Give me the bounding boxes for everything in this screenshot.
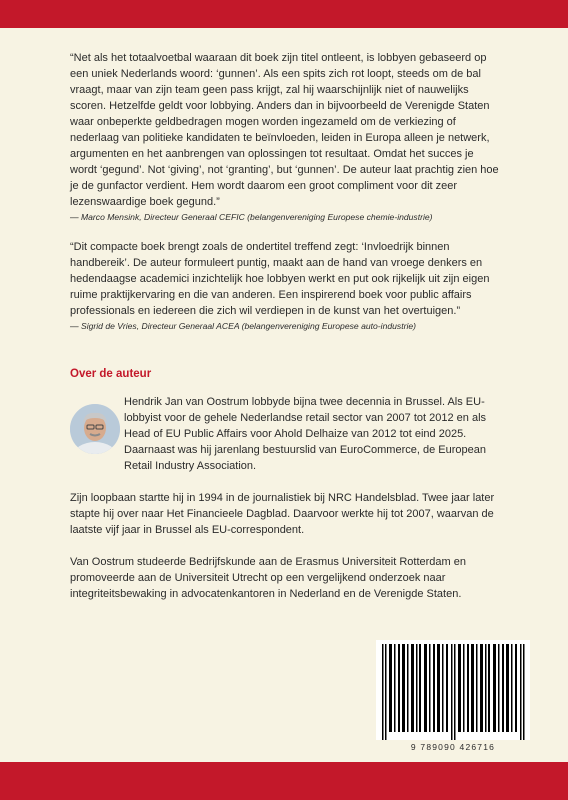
bio-paragraph-3: Van Oostrum studeerde Bedrijfskunde aan de Erasmus Universiteit Rotterdam en promoveerde aan de Universiteit Utrecht op een vergelijkend onderzoek naar integriteitsbewaking in advocatenkantoren in Nederland en de Verenigde Staten. (70, 556, 466, 600)
bio-paragraph-1: Hendrik Jan van Oostrum lobbyde bijna twee decennia in Brussel. Als EU-lobbyist voor de gehele Nederlandse retail sector van 2007 tot 2012 en als Head of EU Public Affairs voor Ahold Delhaize van 2012 tot eind 2025. Daarnaast was hij jarenlang bestuurslid van EuroCommerce, de European Retail Industry Association. (124, 396, 487, 472)
bio-paragraph-2: Zijn loopbaan startte hij in 1994 in de journalistiek bij NRC Handelsblad. Twee jaar later stapte hij over naar Het Financieele Dagblad. Daarvoor werkte hij tot 2007, waarvan de laatste vijf jaar in Brussel als EU-correspondent. (70, 492, 495, 536)
quote-de-vries: “Dit compacte boek brengt zoals de ondertitel treffend zegt: ‘Invloedrijk binnen handbereik’. De auteur formuleert puntig, maakt aan de hand van vroege denkers en hedendaagse academici inzichtelijk hoe lobbyen werkt en put ook rijkelijk uit zijn eigen ruime praktijkervaring en die van anderen. Een inspirerend boek voor public affairs professionals en iedereen die zich wil verdiepen in de kunst van het overtuigen.” (70, 241, 490, 317)
attribution-de-vries: — Sigrid de Vries, Directeur Generaal ACEA (belangenvereniging Europese auto-industrie) (70, 321, 417, 331)
about-author-heading: Over de auteur (70, 368, 152, 380)
quote-mensink: “Net als het totaalvoetbal waaraan dit boek zijn titel ontleent, is lobbyen gebaseerd op een uniek Nederlands woord: ‘gunnen’. Als een spits zich rot loopt, steeds om de bal vraagt, maar van zijn team geen pass krijgt, zal hij waarschijnlijk niet of nauwelijks scoren. Hetzelfde geldt voor lobbying. Anders dan in bijvoorbeeld de Verenigde Staten waar onbeperkte geldbedragen mogen worden ingezameld om de verkiezing of nederlaag van politieke kandidaten te beïnvloeden, leiden in Europa alleen je netwerk, argumenten en het aanbrengen van oplossingen tot resultaat. Omdat het succes je wordt ‘gegund’. Not ‘giving’, not ‘granting’, but ‘gunnen’. De auteur laat prachtig zien hoe je de gunfactor verdient. Hem wordt daarom een groot compliment voor dit zeer lezenswaardige boek gegund.” (70, 52, 499, 208)
bottom-red-band (0, 762, 568, 800)
attribution-mensink: — Marco Mensink, Directeur Generaal CEFIC (belangenvereniging Europese chemie-industrie) (70, 212, 433, 222)
author-bio (70, 394, 500, 618)
barcode (376, 640, 530, 740)
top-red-band (0, 0, 568, 28)
quotes-section (70, 50, 500, 332)
isbn-number: 9 789090 426716 (410, 742, 496, 752)
